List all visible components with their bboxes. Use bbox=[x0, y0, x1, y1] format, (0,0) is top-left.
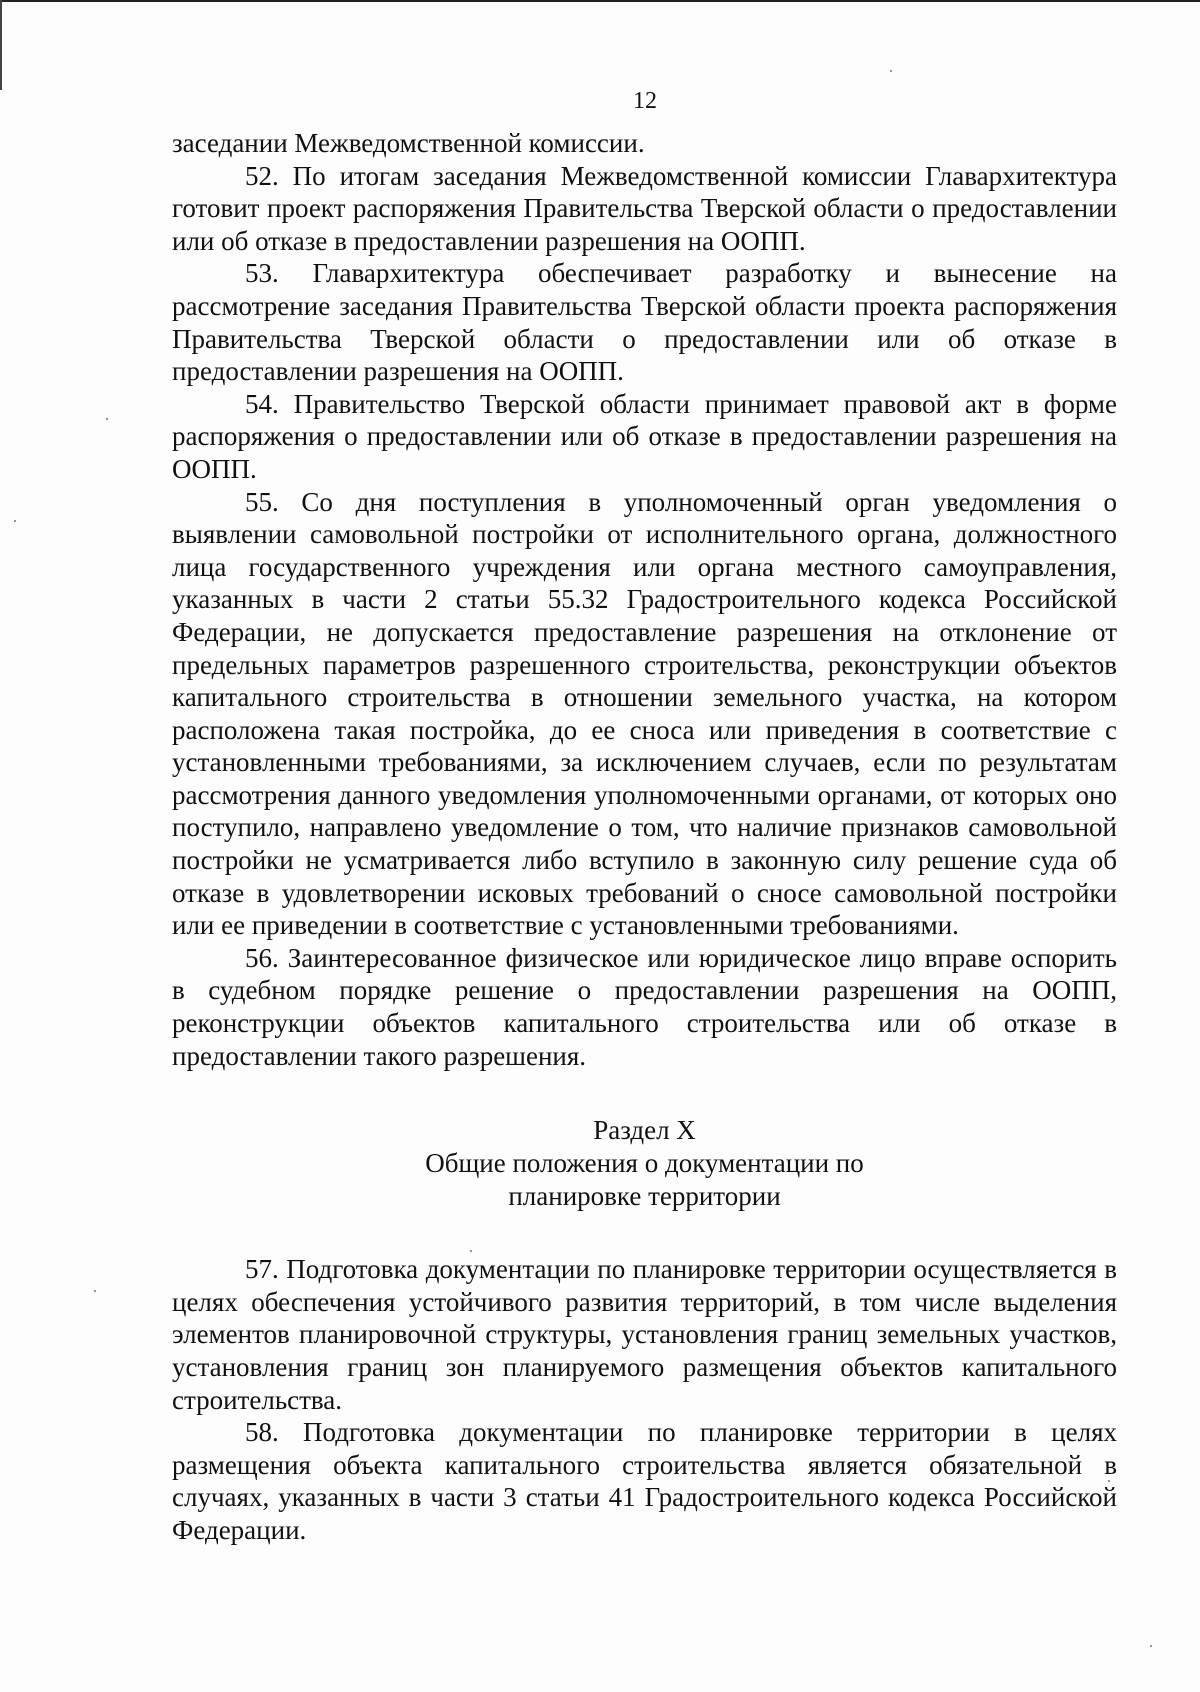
paragraph-56: 56. Заинтересованное физическое или юридическое лицо вправе оспорить в судебном порядке решение о предоставлении разрешения на ООПП, реконструкции объектов капитального строительства или об отказе в предоставлении такого разрешения. bbox=[172, 942, 1117, 1071]
paragraph-55: 55. Со дня поступления в уполномоченный орган уведомления о выявлении самовольной постройки от исполнительного органа, должностного лица государственного учреждения или органа местного самоуправления, указанных в части 2 статьи 55.32 Градостроительного кодекса Российской Федерации, не допускается предоставление разрешения на отклонение от предельных параметров разрешенного строительства, реконструкции объектов капитального строительства в отношении земельного участка, на котором расположена такая постройка, до ее сноса или приведения в соответствие с установленными требованиями, за исключением случаев, если по результатам рассмотрения данного уведомления уполномоченными органами, от которых оно поступило, направлено уведомление о том, что наличие признаков самовольной постройки не усматривается либо вступило в законную силу решение суда об отказе в удовлетворении исковых требований о сносе самовольной постройки или ее приведении в соответствие с установленными требованиями. bbox=[172, 486, 1117, 941]
paragraph-53: 53. Главархитектура обеспечивает разработку и вынесение на рассмотрение заседания Правительства Тверской области проекта распоряжения Правительства Тверской области о предоставлении или об отказе в предоставлении разрешения на ООПП. bbox=[172, 258, 1117, 387]
scan-speck bbox=[1108, 1480, 1110, 1482]
scan-left-edge bbox=[0, 0, 2, 90]
scan-speck bbox=[890, 70, 892, 72]
section-heading bbox=[172, 1114, 1117, 1213]
document-body bbox=[172, 127, 1117, 1547]
section-label: Раздел X bbox=[593, 1115, 696, 1146]
scan-top-edge bbox=[0, 0, 1200, 2]
paragraph-54: 54. Правительство Тверской области принимает правовой акт в форме распоряжения о предоставлении или об отказе в предоставлении разрешения на ООПП. bbox=[172, 388, 1117, 484]
paragraph-57: 57. Подготовка документации по планировке территории осуществляется в целях обеспечения устойчивого развития территорий, в том числе выделения элементов планировочной структуры, установления границ земельных участков, установления границ зон планируемого размещения объектов капитального строительства. bbox=[172, 1254, 1117, 1415]
section-title-line-1: Общие положения о документации по bbox=[425, 1148, 864, 1179]
section-title-line-2: планировке территории bbox=[508, 1181, 781, 1212]
paragraph-52: 52. По итогам заседания Межведомственной комиссии Главархитектура готовит проект распоряжения Правительства Тверской области о предоставлении или об отказе в предоставлении разрешения на ООПП. bbox=[172, 160, 1117, 256]
scan-speck bbox=[470, 1250, 472, 1252]
scan-speck bbox=[14, 520, 16, 522]
scan-speck bbox=[1150, 1645, 1152, 1647]
scan-speck bbox=[94, 1290, 96, 1292]
scan-speck bbox=[106, 418, 108, 420]
paragraph-51-continuation: заседании Межведомственной комиссии. bbox=[172, 128, 645, 158]
paragraph-58: 58. Подготовка документации по планировке территории в целях размещения объекта капитального строительства является обязательной в случаях, указанных в части 3 статьи 41 Градостроительного кодекса Российской Федерации. bbox=[172, 1417, 1117, 1545]
page-number: 12 bbox=[633, 88, 657, 114]
